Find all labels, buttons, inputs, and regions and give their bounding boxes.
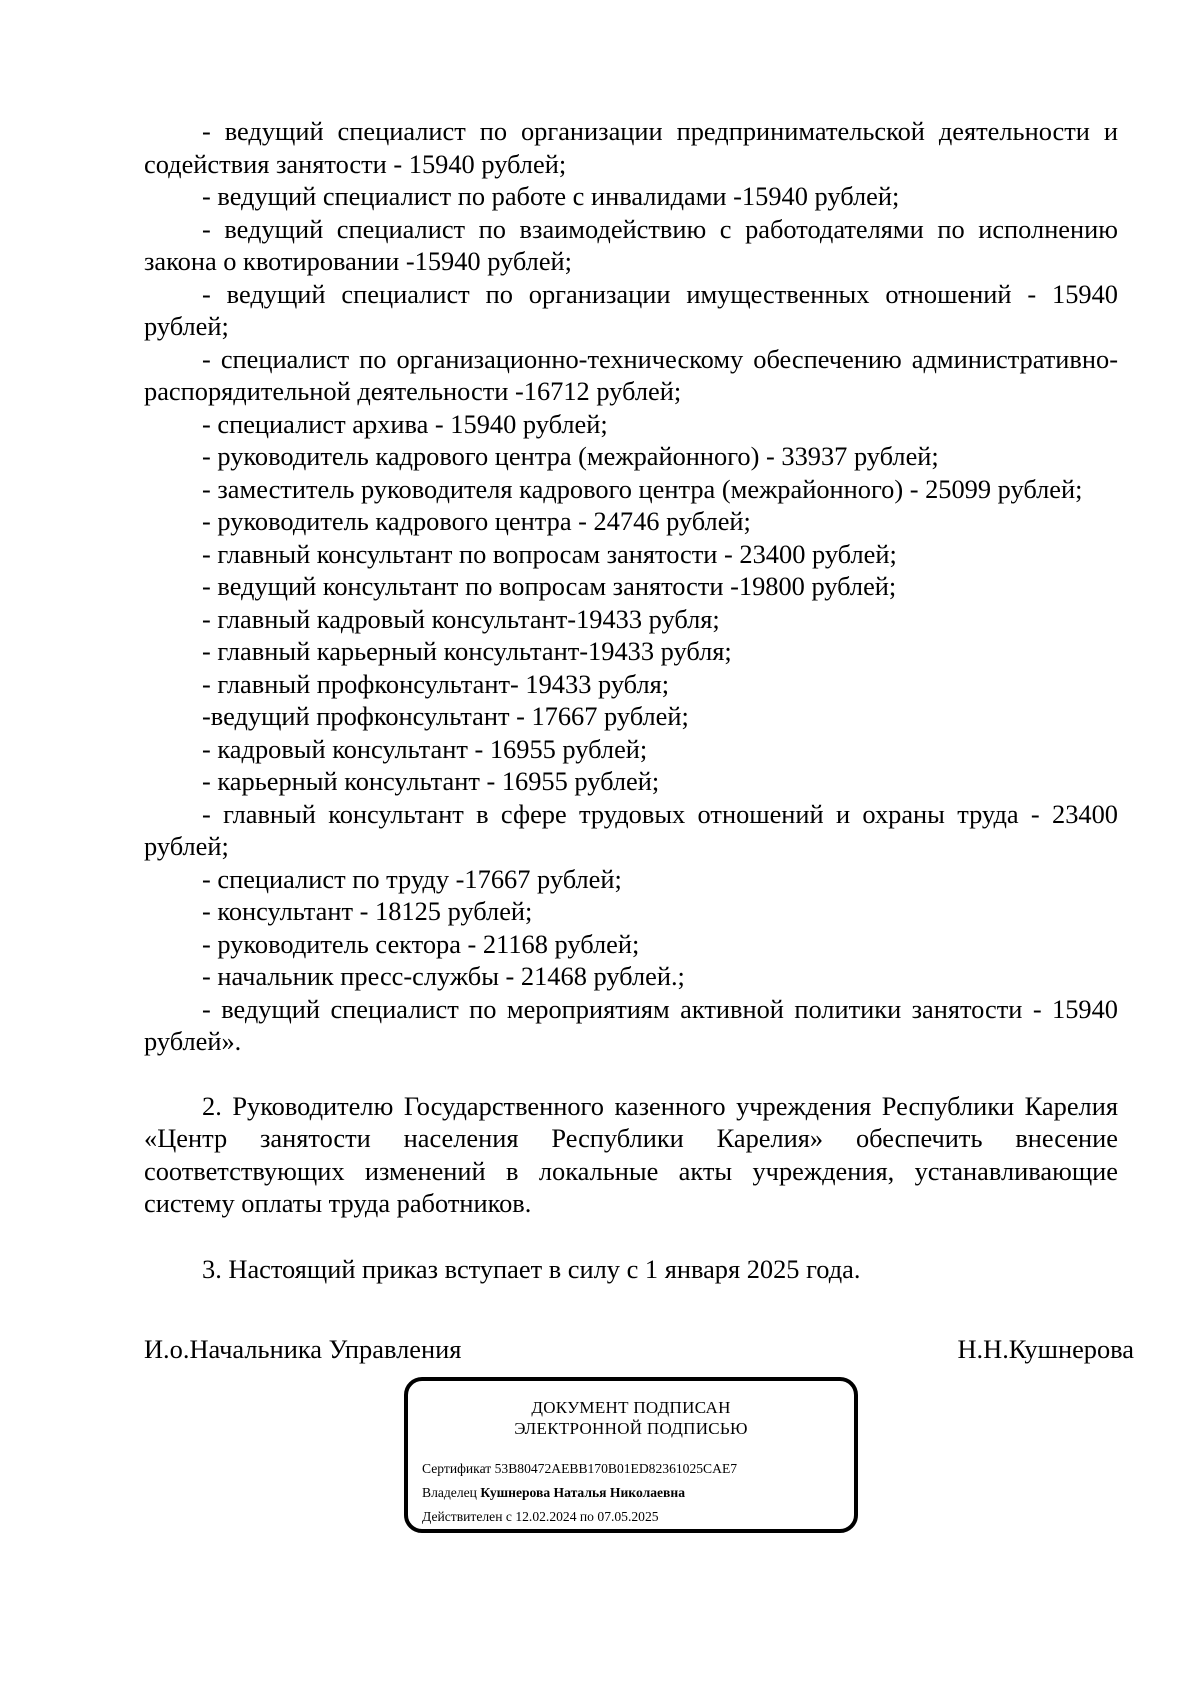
signer-position: И.о.Начальника Управления xyxy=(144,1334,462,1364)
valid-to: 07.05.2025 xyxy=(597,1509,659,1524)
list-item: - ведущий специалист по организации имущественных отношений - 15940 рублей; xyxy=(144,278,1118,341)
list-item: - ведущий специалист по организации предпринимательской деятельности и содействия занятости - 15940 рублей; xyxy=(144,116,1118,179)
list-item: - кадровый консультант - 16955 рублей; xyxy=(202,733,648,764)
list-item: -ведущий профконсультант - 17667 рублей; xyxy=(202,701,689,731)
list-item: - ведущий специалист по работе с инвалидами -15940 рублей; xyxy=(202,181,900,211)
stamp-heading xyxy=(408,1397,854,1439)
certificate-label: Сертификат xyxy=(422,1461,492,1476)
list-item: - заместитель руководителя кадрового центра (межрайонного) - 25099 рублей; xyxy=(202,473,1083,504)
list-item: - специалист по труду -17667 рублей; xyxy=(202,863,622,894)
electronic-signature-stamp xyxy=(404,1377,858,1533)
stamp-owner-row xyxy=(422,1481,852,1505)
stamp-certificate-row xyxy=(422,1457,852,1481)
valid-to-label: по xyxy=(579,1509,594,1524)
valid-label: Действителен с xyxy=(422,1509,512,1524)
valid-from: 12.02.2024 xyxy=(515,1509,577,1524)
list-item: - руководитель кадрового центра - 24746 рублей; xyxy=(202,506,751,536)
list-item: - ведущий консультант по вопросам занятости -19800 рублей; xyxy=(202,571,897,601)
list-item: - консультант - 18125 рублей; xyxy=(202,896,533,926)
paragraph-spacer xyxy=(144,1058,1118,1090)
owner-label: Владелец xyxy=(422,1485,477,1500)
stamp-heading-line-2: ЭЛЕКТРОННОЙ ПОДПИСЬЮ xyxy=(514,1419,748,1438)
owner-value: Кушнерова Наталья Николаевна xyxy=(480,1485,686,1500)
list-item: - ведущий специалист по мероприятиям активной политики занятости - 15940 рублей». xyxy=(144,993,1118,1056)
list-item: - специалист по организационно-техническому обеспечению административно-распорядительной деятельности -16712 рублей; xyxy=(144,343,1118,406)
stamp-validity-row xyxy=(422,1505,852,1529)
list-item: - главный консультант в сфере трудовых отношений и охраны труда - 23400 рублей; xyxy=(144,798,1118,861)
list-item: - начальник пресс-службы - 21468 рублей.; xyxy=(202,961,685,991)
signer-name: Н.Н.Кушнерова xyxy=(957,1334,1134,1364)
list-item: - главный консультант по вопросам занятости - 23400 рублей; xyxy=(202,538,897,569)
list-item: - главный карьерный консультант-19433 рубля; xyxy=(202,636,732,666)
list-item: - карьерный консультант - 16955 рублей; xyxy=(202,766,660,796)
list-item: - главный кадровый консультант-19433 рубля; xyxy=(202,603,720,634)
certificate-value: 53B80472AEBB170B01ED82361025CAE7 xyxy=(494,1461,738,1476)
list-item: - руководитель сектора - 21168 рублей; xyxy=(202,928,640,959)
signature-line xyxy=(144,1332,1134,1366)
document-body xyxy=(144,115,1118,1285)
stamp-details xyxy=(422,1457,852,1529)
paragraph-2: 2. Руководителю Государственного казенного учреждения Республики Карелия «Центр занятости населения Республики Карелия» обеспечить внесение соответствующих изменений в локальные акты учреждения, устанавливающие систему оплаты труда работников. xyxy=(144,1090,1118,1218)
list-item: - специалист архива - 15940 рублей; xyxy=(202,408,608,439)
list-item: - главный профконсультант- 19433 рубля; xyxy=(202,668,670,699)
list-item: - ведущий специалист по взаимодействию с работодателями по исполнению закона о квотировании -15940 рублей; xyxy=(144,213,1118,276)
paragraph-3: 3. Настоящий приказ вступает в силу с 1 января 2025 года. xyxy=(202,1253,861,1284)
list-item: - руководитель кадрового центра (межрайонного) - 33937 рублей; xyxy=(202,441,939,471)
paragraph-spacer xyxy=(144,1220,1118,1253)
stamp-heading-line-1: ДОКУМЕНТ ПОДПИСАН xyxy=(531,1398,731,1417)
